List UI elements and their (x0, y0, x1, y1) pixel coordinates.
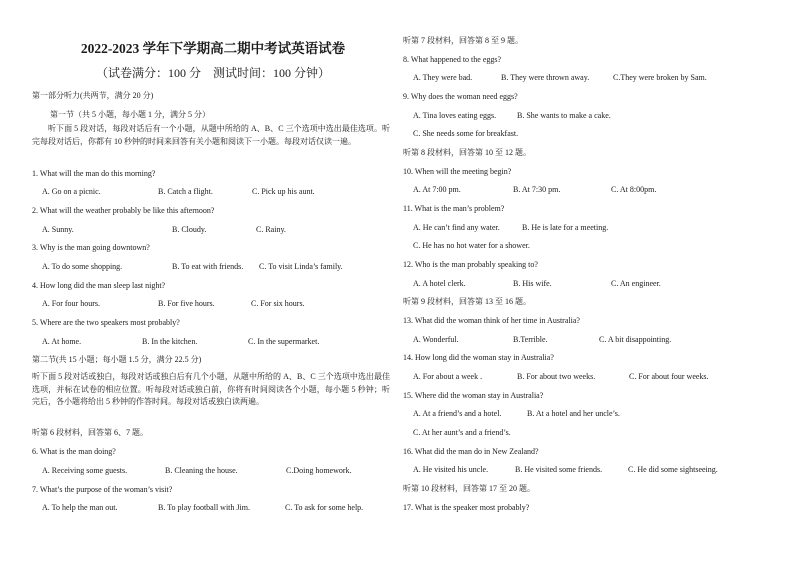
question-12-options (413, 279, 661, 289)
question-5: 5. Where are the two speakers most probably? (32, 318, 180, 327)
option-c[interactable]: C. To visit Linda’s family. (259, 262, 343, 271)
question-6-options (42, 466, 352, 476)
section1-heading: 第一节（共 5 小题，每小题 1 分，满分 5 分） (50, 110, 210, 119)
question-5-options (42, 337, 319, 347)
option-c[interactable]: C. She needs some for breakfast. (413, 129, 519, 138)
question-9: 9. Why does the woman need eggs? (403, 92, 518, 101)
option-a[interactable]: A. A hotel clerk. (413, 279, 466, 288)
option-c[interactable]: C. Pick up his aunt. (252, 187, 315, 196)
option-b[interactable]: B. For about two weeks. (517, 372, 596, 381)
question-2-options (42, 225, 286, 235)
option-c[interactable]: C. Rainy. (256, 225, 286, 234)
option-b[interactable]: B. He is late for a meeting. (522, 223, 609, 232)
material-note-6: 听第 6 段材料，回答第 6、7 题。 (32, 428, 148, 437)
question-8-options (413, 73, 707, 83)
question-11: 11. What is the man’s problem? (403, 204, 505, 213)
question-17: 17. What is the speaker most probably? (403, 503, 530, 512)
question-1: 1. What will the man do this morning? (32, 169, 156, 178)
option-c[interactable]: C. For six hours. (251, 299, 305, 308)
material-note-10: 听第 10 段材料，回答第 17 至 20 题。 (403, 484, 535, 493)
question-11-options (413, 223, 608, 233)
option-c[interactable]: C. To ask for some help. (285, 503, 364, 512)
option-a[interactable]: A. At 7:00 pm. (413, 185, 461, 194)
option-b[interactable]: B. Cloudy. (172, 225, 207, 234)
question-4: 4. How long did the man sleep last night? (32, 281, 166, 290)
question-13-options (413, 335, 671, 345)
option-a[interactable]: A. Receiving some guests. (42, 466, 128, 475)
option-c[interactable]: C. In the supermarket. (248, 337, 320, 346)
option-b[interactable]: B. At a hotel and her uncle’s. (527, 409, 620, 418)
material-note-8: 听第 8 段材料，回答第 10 至 12 题。 (403, 148, 531, 157)
question-2: 2. What will the weather probably be like this afternoon? (32, 206, 215, 215)
exam-title: 2022-2023 学年下学期高二期中考试英语试卷 (80, 41, 346, 56)
option-a[interactable]: A. Sunny. (42, 225, 74, 234)
section2-heading: 第二节(共 15 小题；每小题 1.5 分，满分 22.5 分) (32, 355, 202, 364)
question-4-options (42, 299, 305, 309)
question-7: 7. What’s the purpose of the woman’s visit? (32, 485, 173, 494)
option-a[interactable]: A. Wonderful. (413, 335, 459, 344)
option-b[interactable]: B. In the kitchen. (142, 337, 198, 346)
option-b[interactable]: B. She wants to make a cake. (517, 111, 611, 120)
question-7-options (42, 503, 363, 513)
exam-subtitle: （试卷满分：100 分 测试时间：100 分钟） (95, 66, 330, 80)
option-a[interactable]: A. At home. (42, 337, 82, 346)
material-note-9: 听第 9 段材料，回答第 13 至 16 题。 (403, 297, 531, 306)
question-3-options (42, 262, 343, 272)
question-14-options (413, 372, 709, 382)
option-b[interactable]: B. Catch a flight. (158, 187, 213, 196)
option-a[interactable]: A. To help the man out. (42, 503, 118, 512)
section1-instructions: 听下面 5 段对话，每段对话后有一个小题，从题中所给的 A、B、C 三个选项中选出最佳选项。听完每段对话后，你都有 10 秒钟的时间来回答有关小题和阅读下一小题。每段对话仅读一遍。 (32, 124, 390, 146)
question-13: 13. What did the woman think of her time in Australia? (403, 316, 580, 325)
option-a[interactable]: A. For about a week . (413, 372, 483, 381)
option-a[interactable]: A. He can’t find any water. (413, 223, 500, 232)
question-16-options (413, 465, 718, 475)
option-a[interactable]: A. To do some shopping. (42, 262, 123, 271)
question-16: 16. What did the man do in New Zealand? (403, 447, 539, 456)
option-b[interactable]: B. He visited some friends. (515, 465, 603, 474)
question-10: 10. When will the meeting begin? (403, 167, 512, 176)
question-6: 6. What is the man doing? (32, 447, 116, 456)
option-c[interactable]: C.They were broken by Sam. (613, 73, 707, 82)
section2-instructions: 听下面 5 段对话或独白，每段对话或独白后有几个小题，从题中所给的 A、B、C 三个选项中选出最佳选项，并标在试卷的相应位置。听每段对话或独白前，你将有时间阅读各个小题，每小题 5 秒钟；听完后，各小题将给出 5 秒钟的作答时间。每段对话或独白读两遍。 (32, 372, 390, 406)
option-a[interactable]: A. Tina loves eating eggs. (413, 111, 497, 120)
option-c[interactable]: C. An engineer. (611, 279, 661, 288)
option-b[interactable]: B.Terrible. (513, 335, 548, 344)
option-c[interactable]: C. At her aunt’s and a friend’s. (413, 428, 511, 437)
option-a[interactable]: A. Go on a picnic. (42, 187, 101, 196)
part1-heading: 第一部分听力(共两节，满分 20 分) (32, 91, 154, 100)
option-a[interactable]: A. He visited his uncle. (413, 465, 489, 474)
question-10-options (413, 185, 656, 195)
option-b[interactable]: B. To play football with Jim. (158, 503, 250, 512)
question-15-options (413, 409, 620, 419)
option-b[interactable]: B. To eat with friends. (172, 262, 244, 271)
option-a[interactable]: A. At a friend’s and a hotel. (413, 409, 502, 418)
option-b[interactable]: B. For five hours. (158, 299, 215, 308)
option-a[interactable]: A. They were bad. (413, 73, 473, 82)
option-a[interactable]: A. For four hours. (42, 299, 100, 308)
question-8: 8. What happened to the eggs? (403, 55, 502, 64)
option-b[interactable]: B. They were thrown away. (501, 73, 590, 82)
option-b[interactable]: B. Cleaning the house. (165, 466, 238, 475)
option-c[interactable]: C. He has no hot water for a shower. (413, 241, 530, 250)
question-15: 15. Where did the woman stay in Australia? (403, 391, 544, 400)
option-c[interactable]: C. At 8:00pm. (611, 185, 657, 194)
option-b[interactable]: B. His wife. (513, 279, 552, 288)
question-12: 12. Who is the man probably speaking to? (403, 260, 538, 269)
option-b[interactable]: B. At 7:30 pm. (513, 185, 561, 194)
option-c[interactable]: C. He did some sightseeing. (628, 465, 718, 474)
option-c[interactable]: C.Doing homework. (286, 466, 352, 475)
question-14: 14. How long did the woman stay in Australia? (403, 353, 554, 362)
option-c[interactable]: C. A bit disappointing. (599, 335, 672, 344)
question-3: 3. Why is the man going downtown? (32, 243, 150, 252)
question-9-options (413, 111, 611, 121)
material-note-7: 听第 7 段材料，回答第 8 至 9 题。 (403, 36, 523, 45)
option-c[interactable]: C. For about four weeks. (629, 372, 709, 381)
question-1-options (42, 187, 315, 197)
